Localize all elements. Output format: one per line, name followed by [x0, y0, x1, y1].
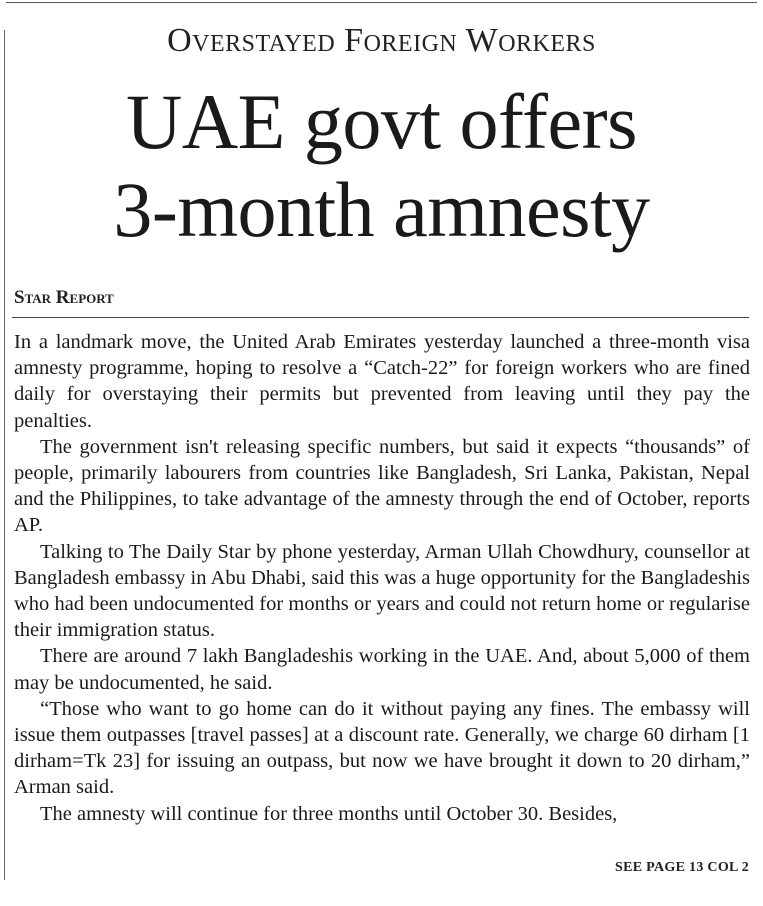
- paragraph-1: In a landmark move, the United Arab Emirates yesterday launched a three-month visa amnesty programme, hoping to resolve a “Catch-22” for foreign workers who are fined daily for overstaying their permits but prevented from leaving until they pay the penalties.: [14, 331, 750, 432]
- paragraph-5: “Those who want to go home can do it without paying any fines. The embassy will issue them outpasses [travel passes] at a discount rate. Generally, we charge 60 dirham [1 dirham=Tk 23] for issuing an outpass, but now we have brought it down to 20 dirham,” Arman said.: [14, 697, 750, 799]
- top-border-rule: [6, 2, 757, 3]
- byline: Star Report: [14, 287, 114, 308]
- byline-divider: [12, 317, 749, 318]
- paragraph-4: There are around 7 lakh Bangladeshis working in the UAE. And, about 5,000 of them may be undocumented, he said.: [14, 645, 750, 694]
- paragraph-2: The government isn't releasing specific numbers, but said it expects “thousands” of people, primarily labourers from countries like Bangladesh, Sri Lanka, Pakistan, Nepal and the Philippines, to take advantage of the amnesty through the end of October, reports AP.: [14, 435, 750, 537]
- continuation-note: SEE PAGE 13 COL 2: [615, 860, 749, 875]
- paragraph-6: The amnesty will continue for three months until October 30. Besides,: [40, 802, 618, 825]
- kicker-headline: Overstayed Foreign Workers: [167, 22, 596, 59]
- article-body: [14, 329, 750, 827]
- headline-line-1: UAE govt offers: [126, 78, 637, 165]
- paragraph-3: Talking to The Daily Star by phone yesterday, Arman Ullah Chowdhury, counsellor at Bangladesh embassy in Abu Dhabi, said this was a huge opportunity for the Bangladeshis who had been undocumented for months or years and could not return home or regularise their immigration status.: [14, 540, 750, 642]
- headline-line-2: 3-month amnesty: [113, 166, 650, 253]
- main-headline: [0, 78, 763, 254]
